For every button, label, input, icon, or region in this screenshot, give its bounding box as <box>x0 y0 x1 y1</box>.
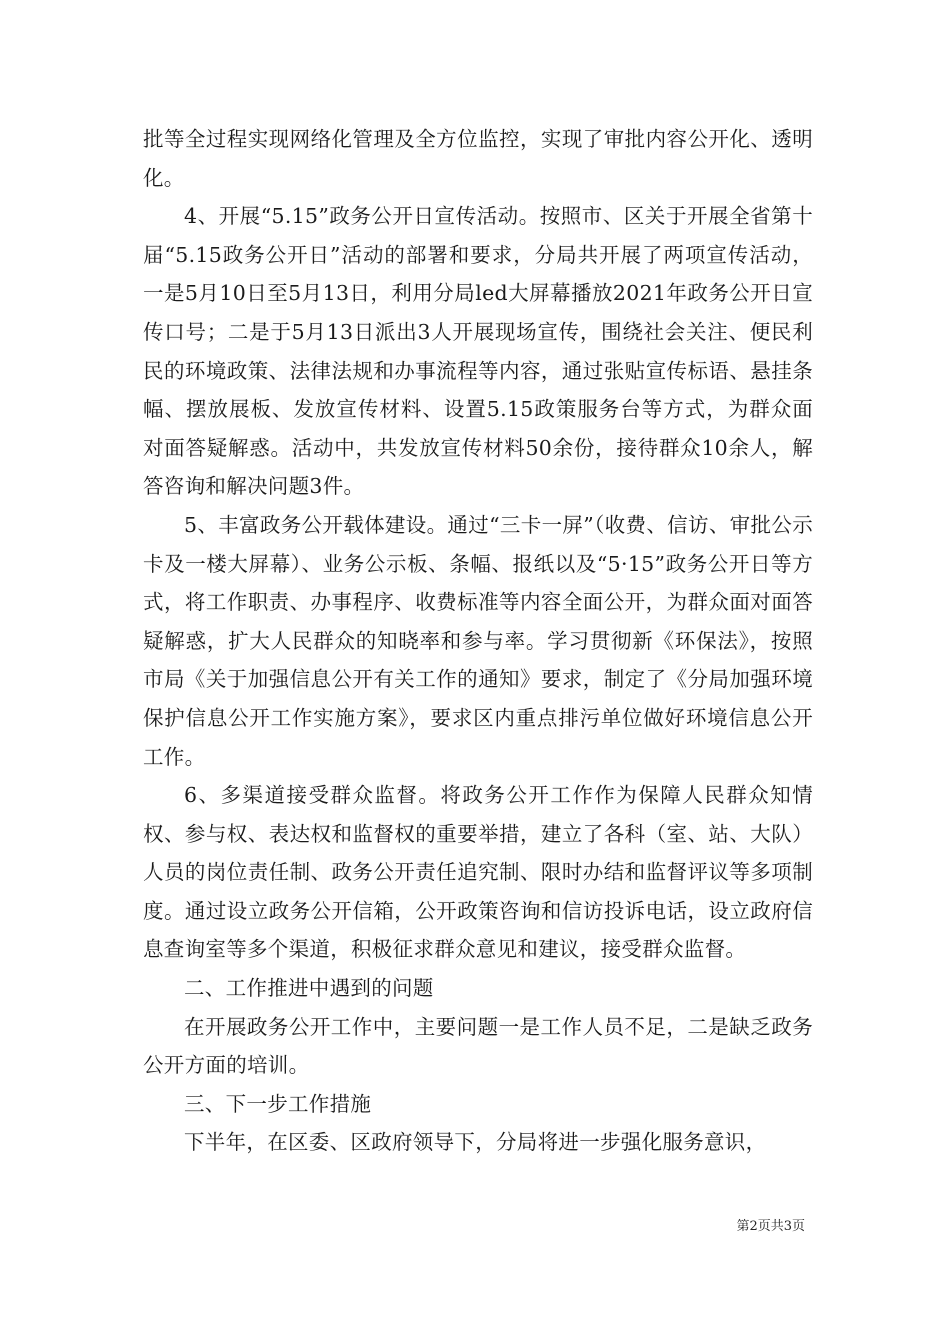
paragraph-next-steps: 下半年，在区委、区政府领导下，分局将进一步强化服务意识， <box>184 1130 767 1155</box>
section-heading-problems: 二、工作推进中遇到的问题 <box>184 976 434 1001</box>
paragraph-item-5: 5、丰富政务公开载体建设。通过“三卡一屏”（收费、信访、审批公示卡及一楼大屏幕）、业务公示板、条幅、报纸以及“5·15”政务公开日等方式，将工作职责、办事程序、收费标准等内容全面公开，为群众面对面答疑解惑，扩大人民群众的知晓率和参与率。学习贯彻新《环保法》，按照市局《关于加强信息公开有关工作的通知》要求，制定了《分局加强环境保护信息公开工作实施方案》，要求区内重点排污单位做好环境信息公开工作。 <box>143 512 813 769</box>
paragraph-item-6: 6、多渠道接受群众监督。将政务公开工作作为保障人民群众知情权、参与权、表达权和监督权的重要举措，建立了各科（室、站、大队）人员的岗位责任制、政务公开责任追究制、限时办结和监督评议等多项制度。通过设立政务公开信箱，公开政策咨询和信访投诉电话，设立政府信息查询室等多个渠道，积极征求群众意见和建议，接受群众监督。 <box>143 783 813 962</box>
document-body <box>143 120 813 1162</box>
paragraph-item-4: 4、开展“5.15”政务公开日宣传活动。按照市、区关于开展全省第十届“5.15政务公开日”活动的部署和要求，分局共开展了两项宣传活动，一是5月10日至5月13日，利用分局led大屏幕播放2021年政务公开日宣传口号；二是于5月13日派出3人开展现场宣传，围绕社会关注、便民利民的环境政策、法律法规和办事流程等内容，通过张贴宣传标语、悬挂条幅、摆放展板、发放宣传材料、设置5.15政策服务台等方式，为群众面对面答疑解惑。活动中，共发放宣传材料50余份，接待群众10余人，解答咨询和解决问题3件。 <box>143 204 813 499</box>
page-number-footer: 第2页共3页 <box>736 1219 805 1234</box>
paragraph-problems: 在开展政务公开工作中，主要问题一是工作人员不足，二是缺乏政务公开方面的培训。 <box>143 1014 813 1078</box>
paragraph-continuation: 批等全过程实现网络化管理及全方位监控，实现了审批内容公开化、透明化。 <box>143 127 813 190</box>
section-heading-next-steps: 三、下一步工作措施 <box>184 1091 372 1116</box>
